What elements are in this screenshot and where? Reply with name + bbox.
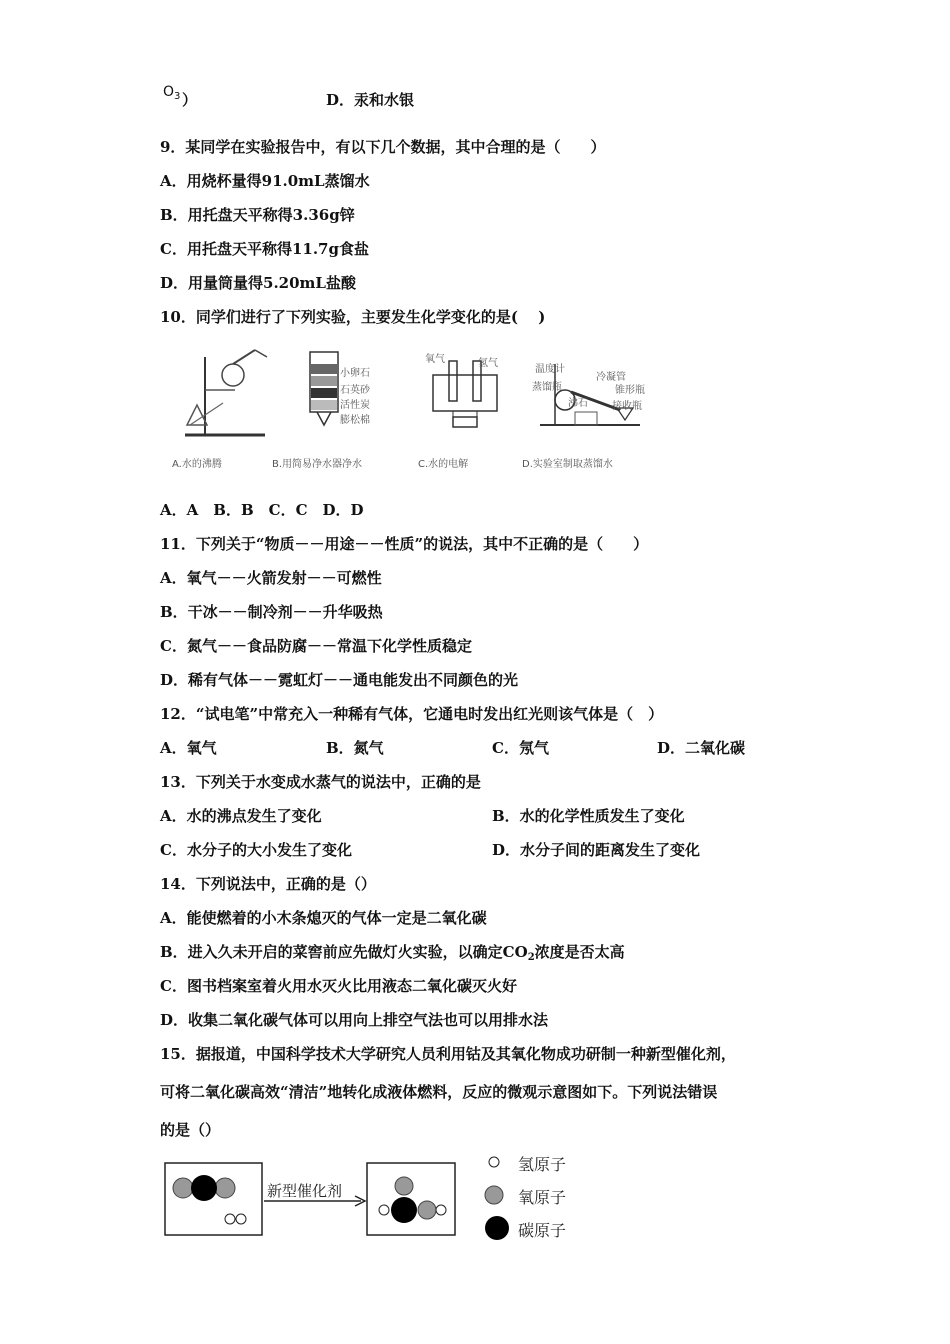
figure-b-label-4: 膨松棉 <box>340 415 370 426</box>
oxygen-atom <box>395 1177 413 1195</box>
legend-oxygen: 氧原子 <box>518 1188 567 1207</box>
q9-stem: 9．某同学在实验报告中，有以下几个数据，其中合理的是（ ） <box>160 138 606 156</box>
oxygen-atom <box>215 1178 235 1198</box>
q11-stem: 11．下列关于“物质－－用途－－性质”的说法，其中不正确的是（ ） <box>160 535 649 553</box>
figure-b-label-3: 活性炭 <box>340 400 370 411</box>
top-paren: ） <box>182 91 198 109</box>
q15-line-1: 15．据报道，中国科学技术大学研究人员利用钴及其氧化物成功研制一种新型催化剂， <box>160 1045 736 1063</box>
q14-option-c: C．图书档案室着火用水灭火比用液态二氧化碳灭火好 <box>160 977 517 995</box>
hydrogen-legend-icon <box>489 1157 499 1167</box>
q9-option-a: A．用烧杯量得91.0mL蒸馏水 <box>160 172 370 190</box>
oxygen-legend-icon <box>485 1186 503 1204</box>
q11-option-d: D．稀有气体－－霓虹灯－－通电能发出不同颜色的光 <box>160 671 519 689</box>
figure-d-caption: D.实验室制取蒸馏水 <box>522 459 613 470</box>
q9-option-d: D．用量筒量得5.20mL盐酸 <box>160 274 356 292</box>
q14-stem: 14．下列说法中，正确的是（） <box>160 875 376 893</box>
legend-hydrogen: 氢原子 <box>518 1155 567 1174</box>
figure-d-label-2: 蒸馏瓶 <box>532 382 562 393</box>
figure-b-label-2: 石英砂 <box>340 385 370 396</box>
q12-option-d: D．二氧化碳 <box>657 739 746 757</box>
q12-option-c: C．氖气 <box>492 739 549 757</box>
hydrogen-atom <box>436 1205 446 1215</box>
figure-c-caption: C.水的电解 <box>418 459 469 470</box>
q13-option-a: A．水的沸点发生了变化 <box>160 807 322 825</box>
formula-text: O <box>163 84 175 100</box>
atom-legend <box>480 1150 516 1244</box>
formula-o3 <box>163 82 180 107</box>
figure-d-label-3: 沸石 <box>568 398 588 409</box>
hydrogen-atom <box>236 1214 246 1224</box>
legend-carbon: 碳原子 <box>518 1221 567 1240</box>
figure-a-caption: A.水的沸腾 <box>172 459 222 470</box>
carbon-legend-icon <box>485 1216 509 1240</box>
q12-stem: 12．“试电笔”中常充入一种稀有气体，它通电时发出红光则该气体是（ ） <box>160 705 664 723</box>
product-box <box>367 1163 455 1235</box>
hydrogen-atom <box>379 1205 389 1215</box>
q12-option-b: B．氮气 <box>326 739 384 757</box>
carbon-atom <box>391 1197 417 1223</box>
catalyst-label: 新型催化剂 <box>267 1182 343 1200</box>
oxygen-atom <box>418 1201 436 1219</box>
q11-option-a: A．氧气－－火箭发射－－可燃性 <box>160 569 382 587</box>
q11-option-b: B．干冰－－制冷剂－－升华吸热 <box>160 603 383 621</box>
q15-line-2: 可将二氧化碳高效“清洁”地转化成液体燃料，反应的微观示意图如下。下列说法错误 <box>160 1083 718 1101</box>
co2-subscript: 2 <box>527 952 535 963</box>
carbon-atom <box>191 1175 217 1201</box>
oxygen-atom <box>173 1178 193 1198</box>
q11-option-c: C．氮气－－食品防腐－－常温下化学性质稳定 <box>160 637 472 655</box>
q13-option-d: D．水分子间的距离发生了变化 <box>492 841 701 859</box>
q13-option-c: C．水分子的大小发生了变化 <box>160 841 352 859</box>
q14-option-d: D．收集二氧化碳气体可以用向上排空气法也可以用排水法 <box>160 1011 549 1029</box>
top-option-d: D．汞和水银 <box>326 91 415 109</box>
figure-b-caption: B.用简易净水器净水 <box>272 459 363 470</box>
reactant-box <box>165 1163 262 1235</box>
figure-b-label-1: 小卵石 <box>340 368 370 379</box>
q14-option-b <box>160 942 625 968</box>
q14-option-b-text: B．进入久未开启的菜窖前应先做灯火实验，以确定CO <box>160 943 528 961</box>
figure-b-purifier <box>305 350 345 430</box>
figure-d-label-6: 接收瓶 <box>612 401 642 412</box>
q12-option-a: A．氧气 <box>160 739 217 757</box>
figure-c-label-oxygen: 氧气 <box>425 354 445 365</box>
q13-stem: 13．下列关于水变成水蒸气的说法中，正确的是 <box>160 773 481 791</box>
q9-option-c: C．用托盘天平称得11.7g食盐 <box>160 240 369 258</box>
figure-a-boiling <box>175 345 275 440</box>
q13-option-b: B．水的化学性质发生了变化 <box>492 807 685 825</box>
hydrogen-atom <box>225 1214 235 1224</box>
q15-line-3: 的是（） <box>160 1121 221 1139</box>
figure-d-label-4: 冷凝管 <box>596 372 626 383</box>
q14-option-b-tail: 浓度是否太高 <box>534 943 625 961</box>
figure-d-label-5: 锥形瓶 <box>615 385 645 396</box>
figure-c-label-hydrogen: 氢气 <box>478 358 498 369</box>
figure-d-label-1: 温度计 <box>535 364 565 375</box>
q14-option-a: A．能使燃着的小木条熄灭的气体一定是二氧化碳 <box>160 909 487 927</box>
formula-subscript: 3 <box>174 91 181 102</box>
q10-stem: 10．同学们进行了下列实验，主要发生化学变化的是( ) <box>160 308 546 326</box>
q10-options: A．A B．B C．C D．D <box>160 501 364 519</box>
q9-option-b: B．用托盘天平称得3.36g锌 <box>160 206 355 224</box>
